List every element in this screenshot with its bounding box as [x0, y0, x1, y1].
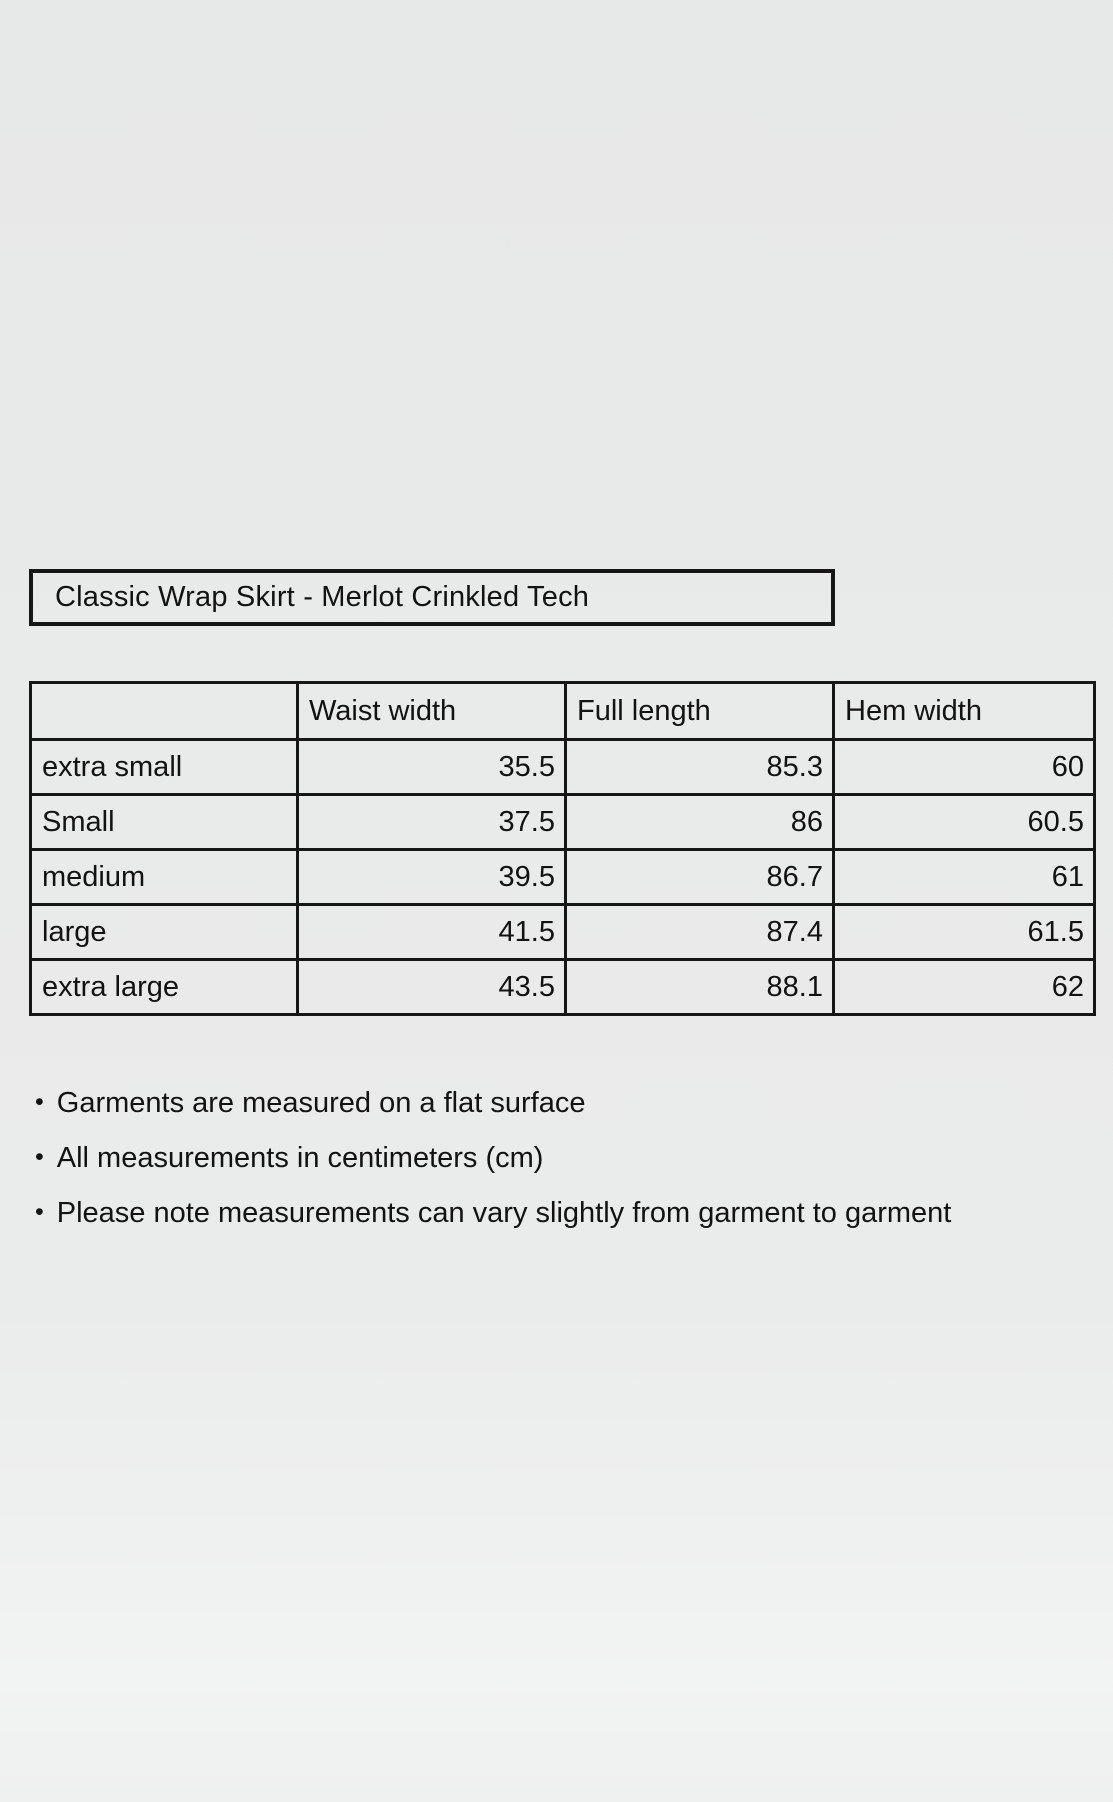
waist-width-cell: 39.5: [298, 850, 566, 905]
waist-width-cell: 43.5: [298, 960, 566, 1015]
bullet-icon: •: [35, 1198, 44, 1226]
note-text: Please note measurements can vary slightly from garment to garment: [56, 1197, 952, 1229]
hem-width-cell: 60.5: [834, 795, 1095, 850]
full-length-cell: 88.1: [566, 960, 834, 1015]
header-cell-size: [31, 683, 298, 740]
full-length-cell: 86.7: [566, 850, 834, 905]
table-header-row: [31, 683, 1095, 740]
size-table: [29, 681, 1096, 1016]
note-text: All measurements in centimeters (cm): [56, 1142, 544, 1174]
hem-width-cell: 62: [834, 960, 1095, 1015]
size-label-cell: large: [31, 905, 298, 960]
hem-width-cell: 60: [834, 740, 1095, 795]
product-title: Classic Wrap Skirt - Merlot Crinkled Tech: [55, 581, 590, 613]
header-cell-full-length: Full length: [566, 683, 834, 740]
size-label-cell: extra small: [31, 740, 298, 795]
full-length-cell: 87.4: [566, 905, 834, 960]
table-row: [31, 960, 1095, 1015]
size-label-cell: extra large: [31, 960, 298, 1015]
full-length-cell: 86: [566, 795, 834, 850]
full-length-cell: 85.3: [566, 740, 834, 795]
table-row: [31, 740, 1095, 795]
waist-width-cell: 37.5: [298, 795, 566, 850]
waist-width-cell: 41.5: [298, 905, 566, 960]
waist-width-cell: 35.5: [298, 740, 566, 795]
table-row: [31, 850, 1095, 905]
hem-width-cell: 61: [834, 850, 1095, 905]
note-item: [35, 1076, 1075, 1131]
note-text: Garments are measured on a flat surface: [56, 1087, 586, 1119]
bullet-icon: •: [35, 1088, 44, 1116]
size-label-cell: medium: [31, 850, 298, 905]
table-row: [31, 905, 1095, 960]
hem-width-cell: 61.5: [834, 905, 1095, 960]
bullet-icon: •: [35, 1143, 44, 1171]
note-item: [35, 1186, 1075, 1241]
notes-list: [35, 1076, 1075, 1241]
note-item: [35, 1131, 1075, 1186]
table-row: [31, 795, 1095, 850]
header-cell-waist-width: Waist width: [298, 683, 566, 740]
size-label-cell: Small: [31, 795, 298, 850]
product-title-box: [29, 569, 835, 626]
header-cell-hem-width: Hem width: [834, 683, 1095, 740]
